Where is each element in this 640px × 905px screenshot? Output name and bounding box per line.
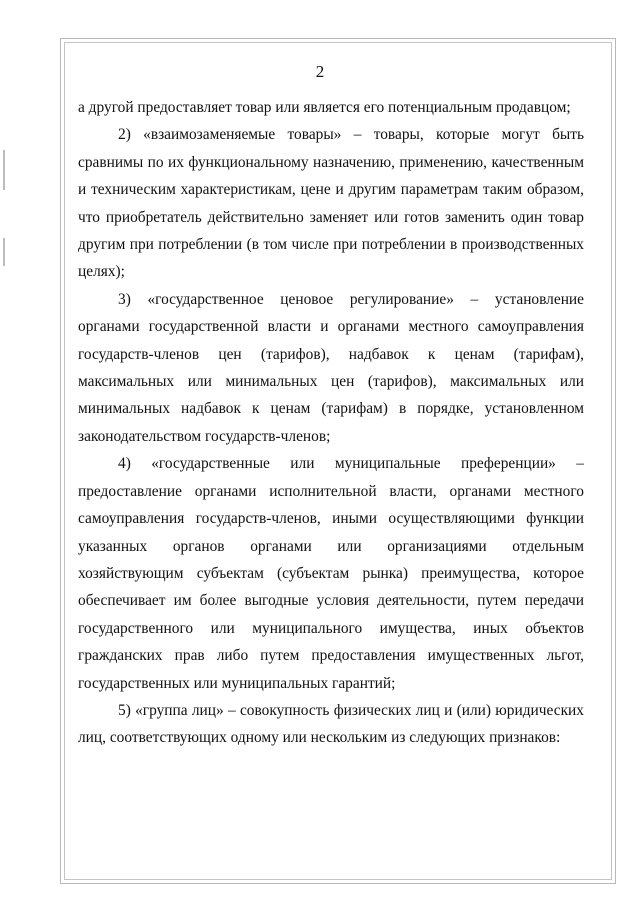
scan-edge-mark-top xyxy=(3,150,5,190)
document-body xyxy=(78,94,584,752)
paragraph-item-3: 3) «государственное ценовое регулирование» – установление органами государственной власти и органами местного самоуправления государств-членов цен (тарифов), надбавок к ценам (тарифам), максимальных или минимальных цен (тарифов), максимальных или минимальных надбавок к ценам (тарифам) в порядке, установленном законодательством государств-членов; xyxy=(78,290,584,445)
paragraph-item-2: 2) «взаимозаменяемые товары» – товары, которые могут быть сравнимы по их функциональному назначению, применению, качественным и техническим характеристикам, цене и другим параметрам таким образом, что приобретатель действительно заменяет или готов заменить один товар другим при потреблении (в том числе при потреблении в производственных целях); xyxy=(78,126,584,281)
paragraph-continuation: а другой предоставляет товар или является его потенциальным продавцом; xyxy=(78,99,571,116)
paragraph-item-4: 4) «государственные или муниципальные преференции» – предоставление органами исполнительной власти, органами местного самоуправления государств-членов, иными осуществляющими функции указанных органов органами или организациями отдельным хозяйствующим субъектам (субъектам рынка) преимущества, которое обеспечивает им более выгодные условия деятельности, путем передачи государственного или муниципального имущества, иных объектов гражданских прав либо путем предоставления имущественных льгот, государственных или муниципальных гарантий; xyxy=(78,455,584,692)
page-number: 2 xyxy=(315,62,325,81)
scan-edge-mark-bottom xyxy=(3,238,5,266)
paragraph-item-5: 5) «группа лиц» – совокупность физических лиц и (или) юридических лиц, соответствующих одному или нескольким из следующих признаков: xyxy=(78,701,584,747)
